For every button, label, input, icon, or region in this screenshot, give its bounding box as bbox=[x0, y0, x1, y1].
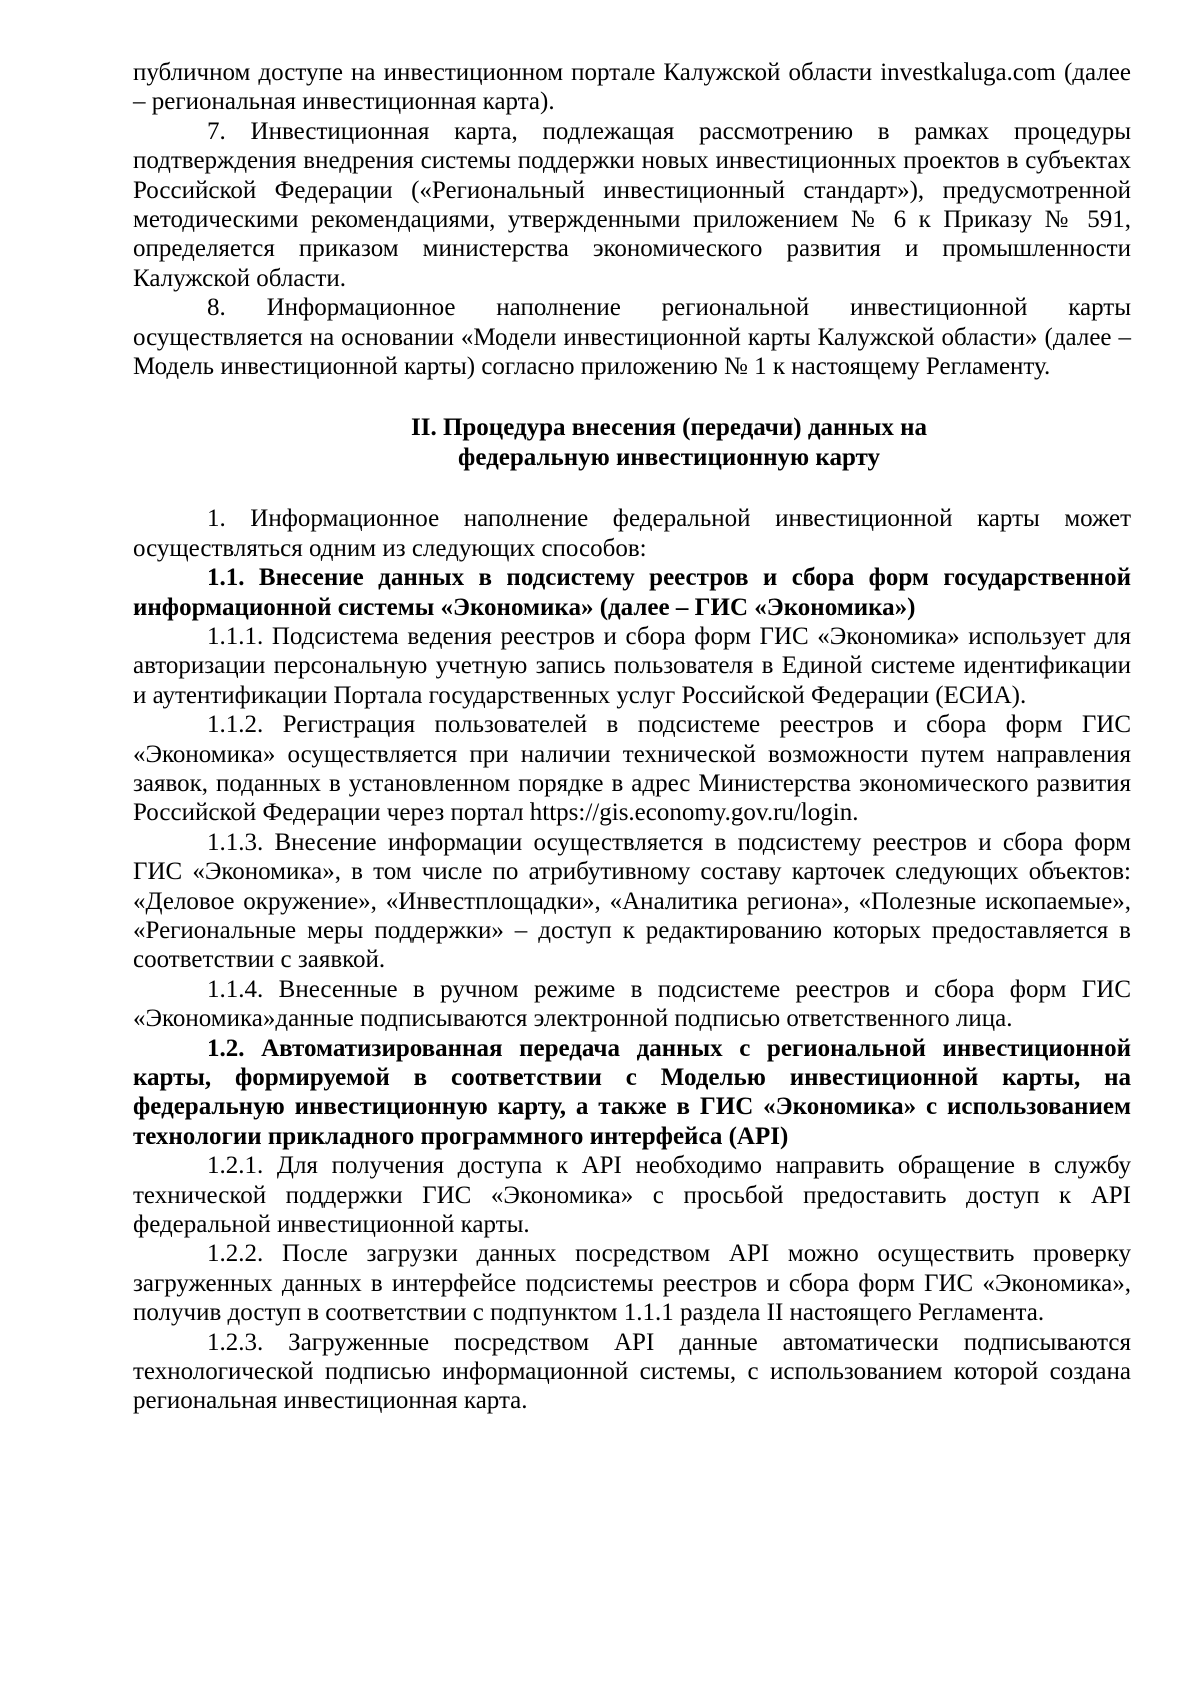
section-spacer bbox=[133, 472, 1131, 504]
paragraph-1-1-1: 1.1.1. Подсистема ведения реестров и сбора форм ГИС «Экономика» использует для авторизации персональную учетную запись пользователя в Единой системе идентификации и аутентификации Портала государственных услуг Российской Федерации (ЕСИА). bbox=[133, 622, 1131, 709]
section-2-title-line-2: федеральную инвестиционную карту bbox=[458, 443, 880, 471]
document-page bbox=[133, 58, 1131, 1416]
paragraph-s2-1: 1. Информационное наполнение федеральной инвестиционной карты может осуществляться одним из следующих способов: bbox=[133, 505, 1131, 562]
paragraph-1-1-2: 1.1.2. Регистрация пользователей в подсистеме реестров и сбора форм ГИС «Экономика» осуществляется при наличии технической возможности путем направления заявок, поданных в установленном порядке в адрес Министерства экономического развития Российской Федерации через портал https://gis.economy.gov.ru/login. bbox=[133, 711, 1131, 827]
paragraph-8: 8. Информационное наполнение региональной инвестиционной карты осуществляется на основании «Модели инвестиционной карты Калужской области» (далее – Модель инвестиционной карты) согласно приложению № 1 к настоящему Регламенту. bbox=[133, 294, 1131, 381]
paragraph-intro-continuation: публичном доступе на инвестиционном портале Калужской области investkaluga.com (далее – региональная инвестиционная карта). bbox=[133, 59, 1131, 116]
paragraph-1-1-3: 1.1.3. Внесение информации осуществляется в подсистему реестров и сбора форм ГИС «Экономика», в том числе по атрибутивному составу карточек следующих объектов: «Деловое окружение», «Инвестплощадки», «Аналитика региона», «Полезные ископаемые», «Региональные меры поддержки» – доступ к редактированию которых предоставляется в соответствии с заявкой. bbox=[133, 828, 1131, 974]
paragraph-1-2-1: 1.2.1. Для получения доступа к API необходимо направить обращение в службу технической поддержки ГИС «Экономика» с просьбой предоставить доступ к API федеральной инвестиционной карты. bbox=[133, 1152, 1131, 1239]
paragraph-1-2-3: 1.2.3. Загруженные посредством API данные автоматически подписываются технологической подписью информационной системы, с использованием которой создана региональная инвестиционная карта. bbox=[133, 1328, 1131, 1415]
section-2-title-line-1: II. Процедура внесения (передачи) данных на bbox=[410, 414, 927, 442]
paragraph-1-1-4: 1.1.4. Внесенные в ручном режиме в подсистеме реестров и сбора форм ГИС «Экономика»данные подписываются электронной подписью ответственного лица. bbox=[133, 975, 1131, 1033]
subheading-1-1: 1.1. Внесение данных в подсистему реестров и сбора форм государственной информационной системы «Экономика» (далее – ГИС «Экономика») bbox=[133, 564, 1131, 621]
paragraph-1-2-2: 1.2.2. После загрузки данных посредством API можно осуществить проверку загруженных данных в интерфейсе подсистемы реестров и сбора форм ГИС «Экономика», получив доступ в соответствии с подпунктом 1.1.1 раздела II настоящего Регламента. bbox=[133, 1240, 1131, 1327]
section-spacer bbox=[133, 381, 1131, 413]
paragraph-7: 7. Инвестиционная карта, подлежащая рассмотрению в рамках процедуры подтверждения внедрения системы поддержки новых инвестиционных проектов в субъектах Российской Федерации («Региональный инвестиционный стандарт»), предусмотренной методическими рекомендациями, утвержденными приложением № 6 к Приказу № 591, определяется приказом министерства экономического развития и промышленности Калужской области. bbox=[133, 117, 1131, 292]
subheading-1-2: 1.2. Автоматизированная передача данных с региональной инвестиционной карты, формируемой в соответствии с Моделью инвестиционной карты, на федеральную инвестиционную карту, а также в ГИС «Экономика» с использованием технологии прикладного программного интерфейса (API) bbox=[133, 1034, 1131, 1150]
